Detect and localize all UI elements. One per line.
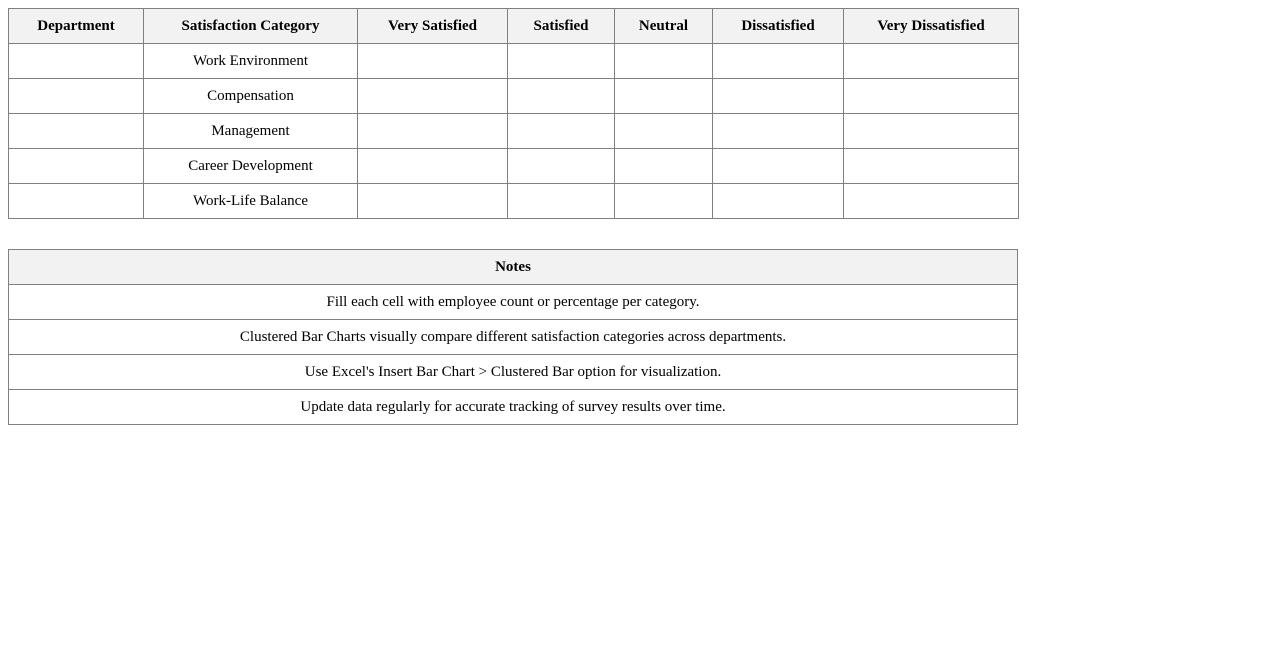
notes-row <box>9 390 1018 425</box>
satisfied-cell[interactable] <box>508 79 615 114</box>
dissatisfied-cell[interactable] <box>713 44 844 79</box>
header-department: Department <box>9 9 144 44</box>
department-cell[interactable] <box>9 44 144 79</box>
dissatisfied-cell[interactable] <box>713 114 844 149</box>
header-dissatisfied: Dissatisfied <box>713 9 844 44</box>
notes-row <box>9 285 1018 320</box>
category-cell[interactable]: Management <box>144 114 358 149</box>
department-cell[interactable] <box>9 114 144 149</box>
neutral-cell[interactable] <box>615 149 713 184</box>
note-item: Update data regularly for accurate tracking of survey results over time. <box>9 390 1018 425</box>
neutral-cell[interactable] <box>615 114 713 149</box>
department-cell[interactable] <box>9 184 144 219</box>
note-item: Clustered Bar Charts visually compare different satisfaction categories across departments. <box>9 320 1018 355</box>
table-row <box>9 79 1019 114</box>
header-very-dissatisfied: Very Dissatisfied <box>844 9 1019 44</box>
department-cell[interactable] <box>9 79 144 114</box>
very-dissatisfied-cell[interactable] <box>844 79 1019 114</box>
document-body <box>8 8 1018 425</box>
satisfied-cell[interactable] <box>508 114 615 149</box>
dissatisfied-cell[interactable] <box>713 79 844 114</box>
very-dissatisfied-cell[interactable] <box>844 44 1019 79</box>
header-very-satisfied: Very Satisfied <box>358 9 508 44</box>
category-cell[interactable]: Work-Life Balance <box>144 184 358 219</box>
neutral-cell[interactable] <box>615 184 713 219</box>
notes-header: Notes <box>9 250 1018 285</box>
neutral-cell[interactable] <box>615 79 713 114</box>
satisfied-cell[interactable] <box>508 184 615 219</box>
note-item: Use Excel's Insert Bar Chart > Clustered Bar option for visualization. <box>9 355 1018 390</box>
department-cell[interactable] <box>9 149 144 184</box>
header-neutral: Neutral <box>615 9 713 44</box>
dissatisfied-cell[interactable] <box>713 149 844 184</box>
category-cell[interactable]: Career Development <box>144 149 358 184</box>
very-dissatisfied-cell[interactable] <box>844 114 1019 149</box>
table-row <box>9 114 1019 149</box>
satisfied-cell[interactable] <box>508 149 615 184</box>
dissatisfied-cell[interactable] <box>713 184 844 219</box>
satisfied-cell[interactable] <box>508 44 615 79</box>
notes-table <box>8 249 1018 425</box>
table-header-row <box>9 9 1019 44</box>
very-satisfied-cell[interactable] <box>358 149 508 184</box>
table-row <box>9 44 1019 79</box>
very-satisfied-cell[interactable] <box>358 44 508 79</box>
notes-row <box>9 355 1018 390</box>
table-row <box>9 149 1019 184</box>
very-dissatisfied-cell[interactable] <box>844 184 1019 219</box>
notes-row <box>9 320 1018 355</box>
very-satisfied-cell[interactable] <box>358 114 508 149</box>
category-cell[interactable]: Compensation <box>144 79 358 114</box>
very-satisfied-cell[interactable] <box>358 184 508 219</box>
notes-header-row <box>9 250 1018 285</box>
very-dissatisfied-cell[interactable] <box>844 149 1019 184</box>
note-item: Fill each cell with employee count or percentage per category. <box>9 285 1018 320</box>
header-satisfied: Satisfied <box>508 9 615 44</box>
table-row <box>9 184 1019 219</box>
survey-table <box>8 8 1019 219</box>
header-satisfaction-category: Satisfaction Category <box>144 9 358 44</box>
very-satisfied-cell[interactable] <box>358 79 508 114</box>
neutral-cell[interactable] <box>615 44 713 79</box>
category-cell[interactable]: Work Environment <box>144 44 358 79</box>
